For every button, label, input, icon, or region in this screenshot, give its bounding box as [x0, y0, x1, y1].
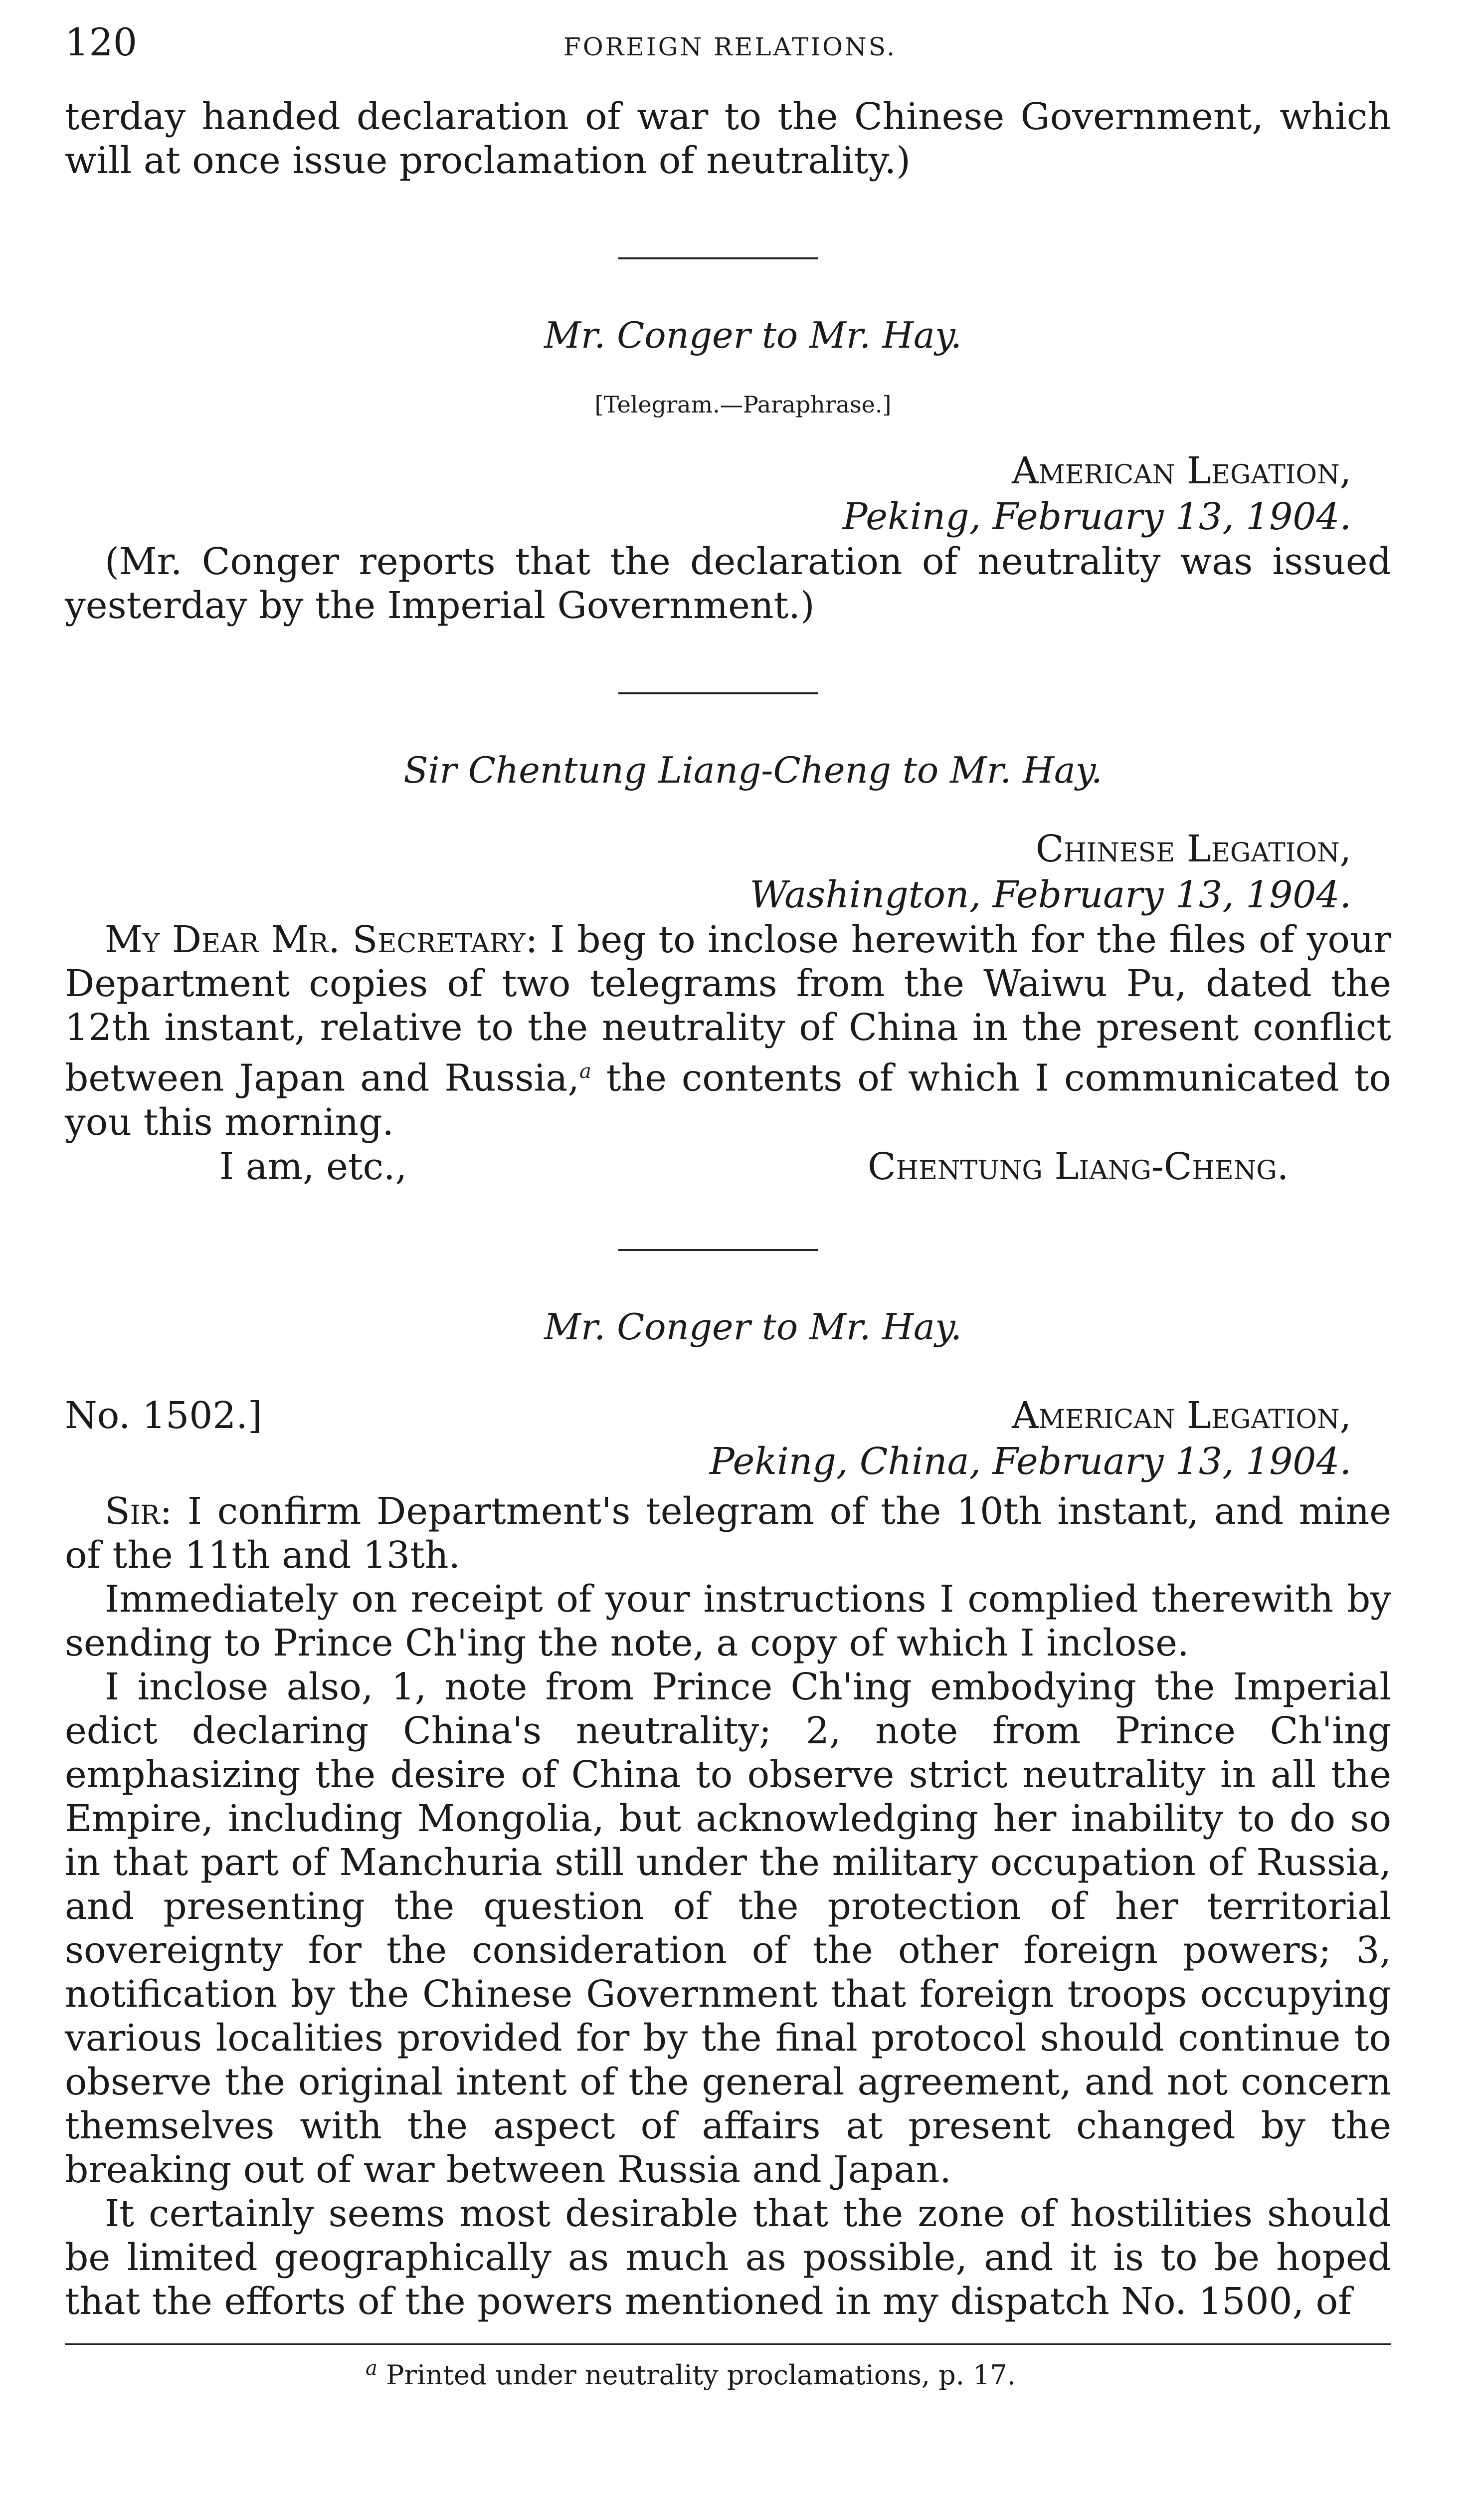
signature: Chentung Liang-Cheng.	[868, 1145, 1289, 1188]
closing: I am, etc.,	[219, 1145, 407, 1188]
section-divider	[618, 692, 818, 694]
dispatch-paragraph: I inclose also, 1, note from Prince Ch'ing embodying the Imperial edict declaring China's neutrality; 2, note from Prince Ch'ing emphasizing the desire of China to observe strict neutrality in all the Empire, including Mongolia, but acknowledging her inability to do so in that part of Manchuria still under the military occupation of Russia, and presenting the question of the protection of her territorial sovereignty for the consideration of the other foreign powers; 3, notification by the Chinese Government that foreign troops occupying various localities provided for by the final protocol should continue to observe the original intent of the general agreement, and not concern themselves with the aspect of affairs at present changed by the breaking out of war between Russia and Japan.	[65, 1665, 1391, 2191]
dispatch-section	[65, 1306, 1391, 2323]
legation-name: American Legation,	[1012, 449, 1351, 492]
telegram-section	[65, 314, 1391, 627]
place-date: Washington, February 13, 1904.	[749, 873, 1351, 916]
footnote-divider	[65, 2343, 1391, 2345]
signoff	[65, 1144, 1391, 1189]
salutation: My Dear Mr. Secretary:	[105, 918, 538, 961]
dateline	[65, 1393, 1391, 1484]
dispatch-number: No. 1502.]	[65, 1394, 262, 1437]
salutation: Sir:	[105, 1489, 173, 1533]
dateline	[65, 448, 1391, 540]
place-date: Peking, February 13, 1904.	[842, 495, 1351, 538]
section-heading: Mr. Conger to Mr. Hay.	[544, 314, 962, 356]
dispatch-paragraph	[65, 1489, 1391, 1577]
letter-section	[65, 749, 1391, 1189]
footnote-marker: a	[366, 2356, 377, 2380]
letter-text: I beg to inclose herewith for the files of your Department copies of two telegrams from the Waiwu Pu, dated the 12th instant, relative to the neutrality of China in the present conflict between Japan and Russia,	[65, 918, 1391, 1100]
running-head: FOREIGN RELATIONS.	[563, 32, 897, 61]
letter-text: the contents of which I communicated to you this morning.	[65, 1056, 1391, 1144]
page-number: 120	[65, 20, 138, 64]
footnote	[0, 2357, 1391, 2391]
dispatch-paragraph: Immediately on receipt of your instructions I complied therewith by sending to Prince Ch'ing the note, a copy of which I inclose.	[65, 1577, 1391, 1664]
legation-name: American Legation,	[1012, 1394, 1351, 1437]
section-divider	[618, 257, 818, 259]
footnote-marker: a	[579, 1060, 591, 1083]
section-heading: Sir Chentung Liang-Cheng to Mr. Hay.	[403, 749, 1103, 791]
intro-paragraph: terday handed declaration of war to the Chinese Government, which will at once issue proclamation of neutrality.)	[65, 95, 1391, 182]
section-divider	[618, 1249, 818, 1251]
letter-body	[65, 918, 1391, 1144]
dispatch-paragraph: It certainly seems most desirable that the zone of hostilities should be limited geographically as much as possible, and it is to be hoped that the efforts of the powers mentioned in my dispatch No. 1500, of	[65, 2192, 1391, 2323]
place-date: Peking, China, February 13, 1904.	[710, 1440, 1351, 1483]
footnote-text: Printed under neutrality proclamations, p. 17.	[386, 2359, 1016, 2391]
page-header	[65, 20, 1391, 95]
section-heading: Mr. Conger to Mr. Hay.	[544, 1305, 962, 1348]
telegram-body: (Mr. Conger reports that the declaration of neutrality was issued yesterday by the Imperial Government.)	[65, 540, 1391, 627]
paragraph-text: I confirm Department's telegram of the 10th instant, and mine of the 11th and 13th.	[65, 1489, 1391, 1577]
legation-name: Chinese Legation,	[1035, 828, 1351, 870]
dateline	[65, 826, 1391, 918]
document-page	[65, 20, 1391, 2474]
telegram-note: [Telegram.—Paraphrase.]	[594, 391, 892, 418]
